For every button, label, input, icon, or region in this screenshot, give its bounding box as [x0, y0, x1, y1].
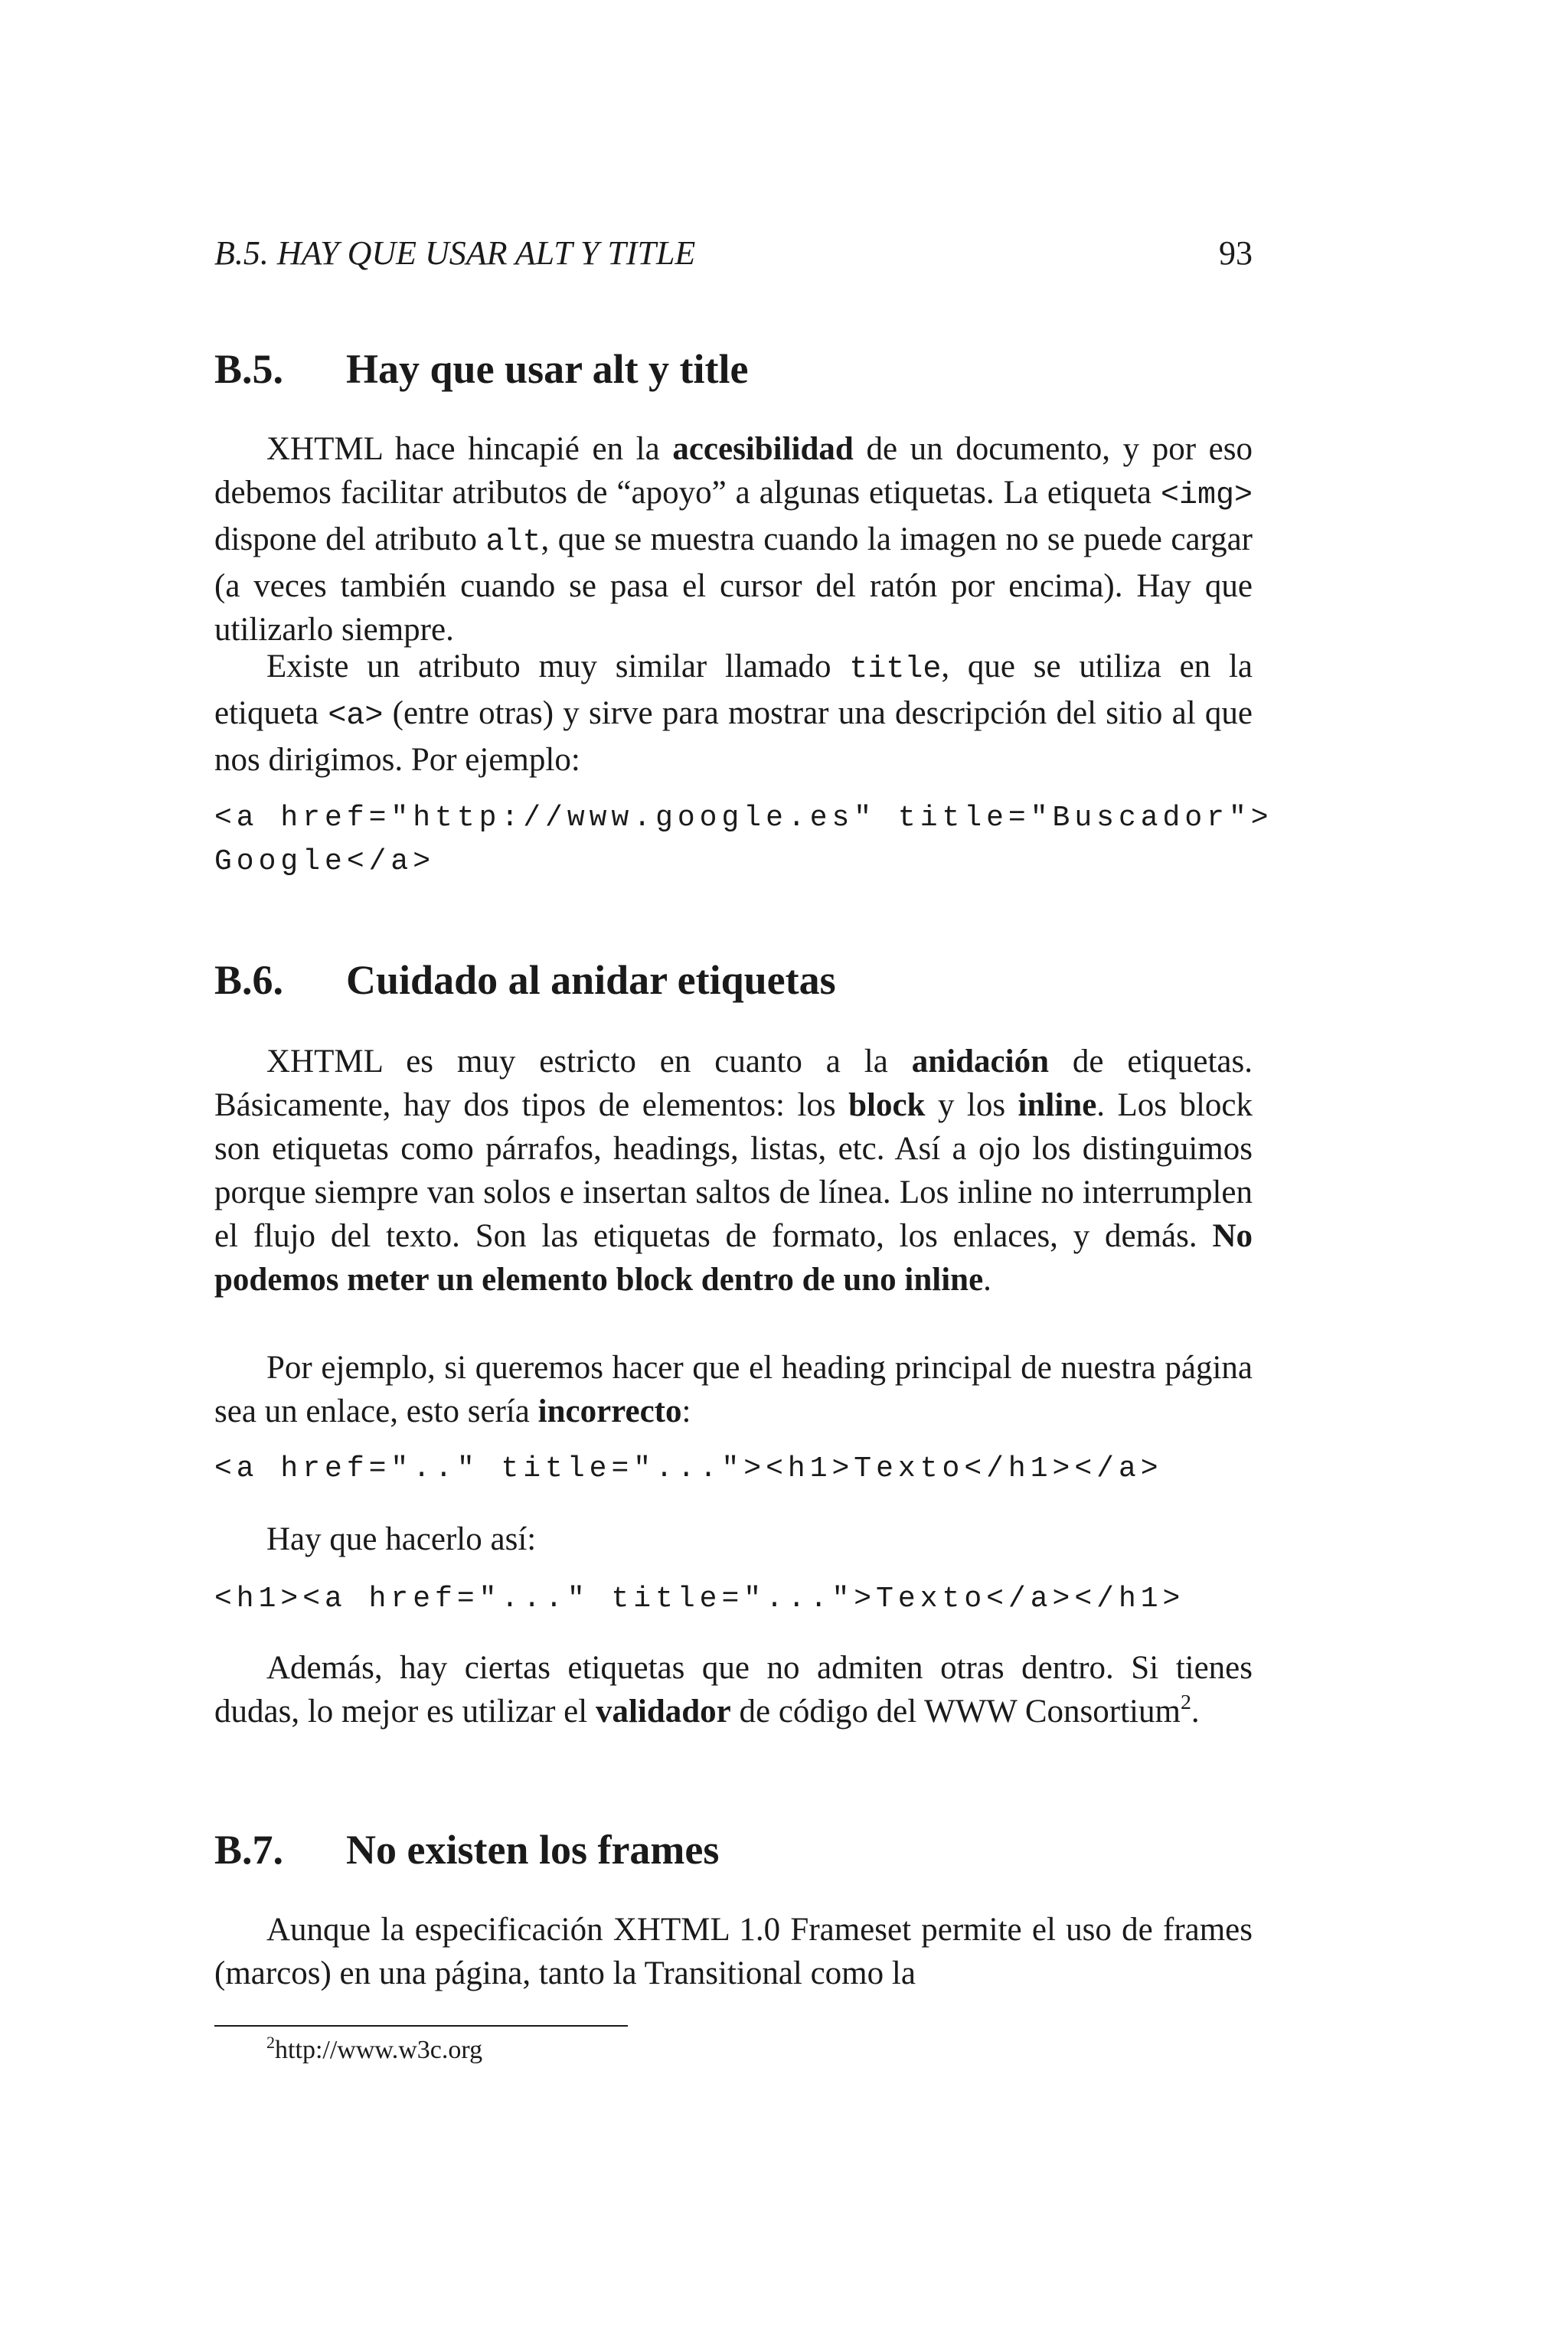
paragraph: Además, hay ciertas etiquetas que no admiten otras dentro. Si tienes dudas, lo mejor es utilizar el validador de código del WWW Consortium$^2$.	[214, 1650, 1253, 1730]
code-example-correct: <h1><a href="..." title="...">Texto</a></h1>	[214, 1583, 1185, 1615]
page-number: 93	[1219, 234, 1253, 272]
section-heading-b6	[214, 956, 1253, 1004]
footnote-divider	[214, 2025, 628, 2027]
paragraph: XHTML hace hincapié en la accesibilidad de un documento, y por eso debemos facilitar atributos de “apoyo” a algunas etiquetas. La etiqueta <img> dispone del atributo alt, que se muestra cuando la imagen no se puede cargar (a veces también cuando se pasa el cursor del ratón por encima). Hay que utilizarlo siempre.	[214, 431, 1253, 648]
footnote-url: http://www.w3c.org	[275, 2036, 483, 2064]
paragraph: Existe un atributo muy similar llamado title, que se utiliza en la etiqueta <a> (entre otras) y sirve para mostrar una descripción del sitio al que nos dirigimos. Por ejemplo:	[214, 648, 1253, 778]
paragraph: Por ejemplo, si queremos hacer que el heading principal de nuestra página sea un enlace, esto sería incorrecto:	[214, 1350, 1253, 1429]
section-title: No existen los frames	[346, 1827, 720, 1873]
footnote	[266, 2033, 956, 2068]
paragraph: Hay que hacerlo así:	[266, 1521, 537, 1557]
footnote-number: 2	[266, 2032, 276, 2052]
section-number: B.7.	[214, 1827, 284, 1873]
footnote-marker: 2	[1180, 1690, 1191, 1715]
section-heading-b5	[214, 345, 1253, 394]
section-number: B.5.	[214, 346, 284, 392]
section-title: Cuidado al anidar etiquetas	[346, 957, 836, 1003]
section-title: Hay que usar alt y title	[346, 346, 749, 392]
section-heading-b7	[214, 1825, 1253, 1874]
code-example-incorrect: <a href=".." title="..."><h1>Texto</h1></a>	[214, 1452, 1163, 1485]
running-title: B.5. HAY QUE USAR ALT Y TITLE	[214, 234, 696, 272]
section-number: B.6.	[214, 957, 284, 1003]
running-header	[214, 234, 1253, 279]
paragraph: Aunque la especificación XHTML 1.0 Frameset permite el uso de frames (marcos) en una página, tanto la Transitional como la	[214, 1912, 1253, 1991]
paragraph: XHTML es muy estricto en cuanto a la anidación de etiquetas. Básicamente, hay dos tipos de elementos: los block y los inline. Los block son etiquetas como párrafos, headings, listas, etc. Así a ojo los distinguimos porque siempre van solos e insertan saltos de línea. Los inline no interrumplen el flujo del texto. Son las etiquetas de formato, los enlaces, y demás. No podemos meter un elemento block dentro de uno inline.	[214, 1044, 1253, 1298]
code-example: <a href="http://www.google.es" title="Buscador"> Google</a>	[214, 802, 1273, 878]
